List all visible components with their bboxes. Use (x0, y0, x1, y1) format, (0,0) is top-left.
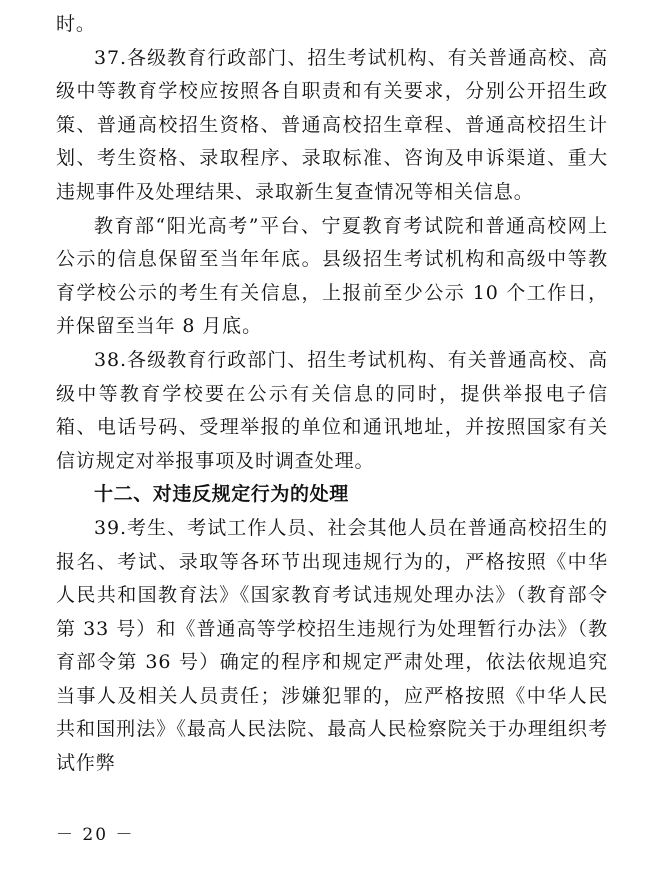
paragraph-38: 38.各级教育行政部门、招生考试机构、有关普通高校、高级中等教育学校要在公示有关信息的同时，提供举报电子信箱、电话号码、受理举报的单位和通讯地址，并按照国家有关信访规定对举报事项及时调查处理。 (56, 348, 608, 472)
page-number: － 20 － (56, 825, 135, 845)
paragraph-continuation: 时。 (56, 13, 96, 35)
document-body (56, 8, 608, 781)
paragraph-publicity-retention: 教育部“阳光高考”平台、宁夏教育考试院和普通高校网上公示的信息保留至当年年底。县级招生考试机构和高级中等教育学校公示的考生有关信息，上报前至少公示 10 个工作日，并保留至当年 8 月底。 (56, 214, 608, 338)
paragraph-37: 37.各级教育行政部门、招生考试机构、有关普通高校、高级中等教育学校应按照各自职责和有关要求，分别公开招生政策、普通高校招生资格、普通高校招生章程、普通高校招生计划、考生资格、录取程序、录取标准、咨询及申诉渠道、重大违规事件及处理结果、录取新生复查情况等相关信息。 (56, 46, 608, 203)
section-heading: 十二、对违反规定行为的处理 (94, 483, 349, 506)
paragraph-39: 39.考生、考试工作人员、社会其他人员在普通高校招生的报名、考试、录取等各环节出现违规行为的，严格按照《中华人民共和国教育法》《国家教育考试违规处理办法》（教育部令第 33 号）和《普通高等学校招生违规行为处理暂行办法》（教育部令第 36 号）确定的程序和规定严肃处理，依法依规追究当事人及相关人员责任；涉嫌犯罪的，应严格按照《中华人民共和国刑法》《最高人民法院、最高人民检察院关于办理组织考试作弊 (56, 516, 608, 775)
